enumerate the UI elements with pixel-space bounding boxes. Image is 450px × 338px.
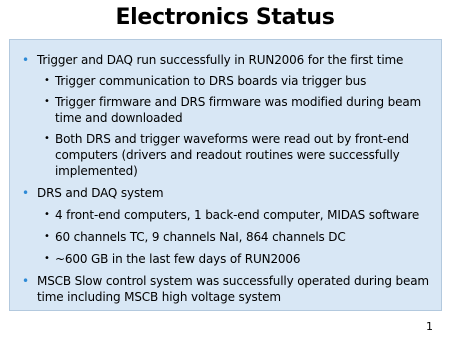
sub-bullet-waveforms-line-2: computers (drivers and readout routines were successfully bbox=[55, 148, 400, 162]
sub-bullet-computers: 4 front-end computers, 1 back-end computer, MIDAS software bbox=[55, 208, 420, 222]
bullet-marker: • bbox=[22, 53, 30, 67]
slide-title: Electronics Status bbox=[115, 5, 335, 30]
sub-bullet-marker: • bbox=[44, 96, 50, 107]
sub-bullet-firmware-line-2: time and downloaded bbox=[55, 111, 183, 125]
sub-bullet-firmware-line-1: Trigger firmware and DRS firmware was modified during beam bbox=[55, 95, 422, 109]
sub-bullet-trigger-communication: Trigger communication to DRS boards via trigger bus bbox=[55, 74, 367, 88]
page-number: 1 bbox=[426, 320, 433, 333]
sub-bullet-marker: • bbox=[44, 133, 50, 144]
sub-bullet-marker: • bbox=[44, 231, 50, 242]
bullet-mscb-line-2: time including MSCB high voltage system bbox=[37, 290, 281, 304]
bullet-marker: • bbox=[22, 186, 30, 200]
sub-bullet-marker: • bbox=[44, 209, 50, 220]
sub-bullet-waveforms-line-1: Both DRS and trigger waveforms were read out by front-end bbox=[55, 132, 409, 146]
sub-bullet-data-volume: ~600 GB in the last few days of RUN2006 bbox=[55, 252, 301, 266]
sub-bullet-channels: 60 channels TC, 9 channels NaI, 864 channels DC bbox=[55, 230, 346, 244]
bullet-trigger-daq: Trigger and DAQ run successfully in RUN2006 for the first time bbox=[37, 53, 404, 67]
sub-bullet-waveforms-line-3: implemented) bbox=[55, 164, 138, 178]
bullet-marker: • bbox=[22, 274, 30, 288]
bullet-mscb-line-1: MSCB Slow control system was successfully operated during beam bbox=[37, 274, 429, 288]
sub-bullet-marker: • bbox=[44, 253, 50, 264]
sub-bullet-marker: • bbox=[44, 75, 50, 86]
bullet-drs-daq-system: DRS and DAQ system bbox=[37, 186, 164, 200]
